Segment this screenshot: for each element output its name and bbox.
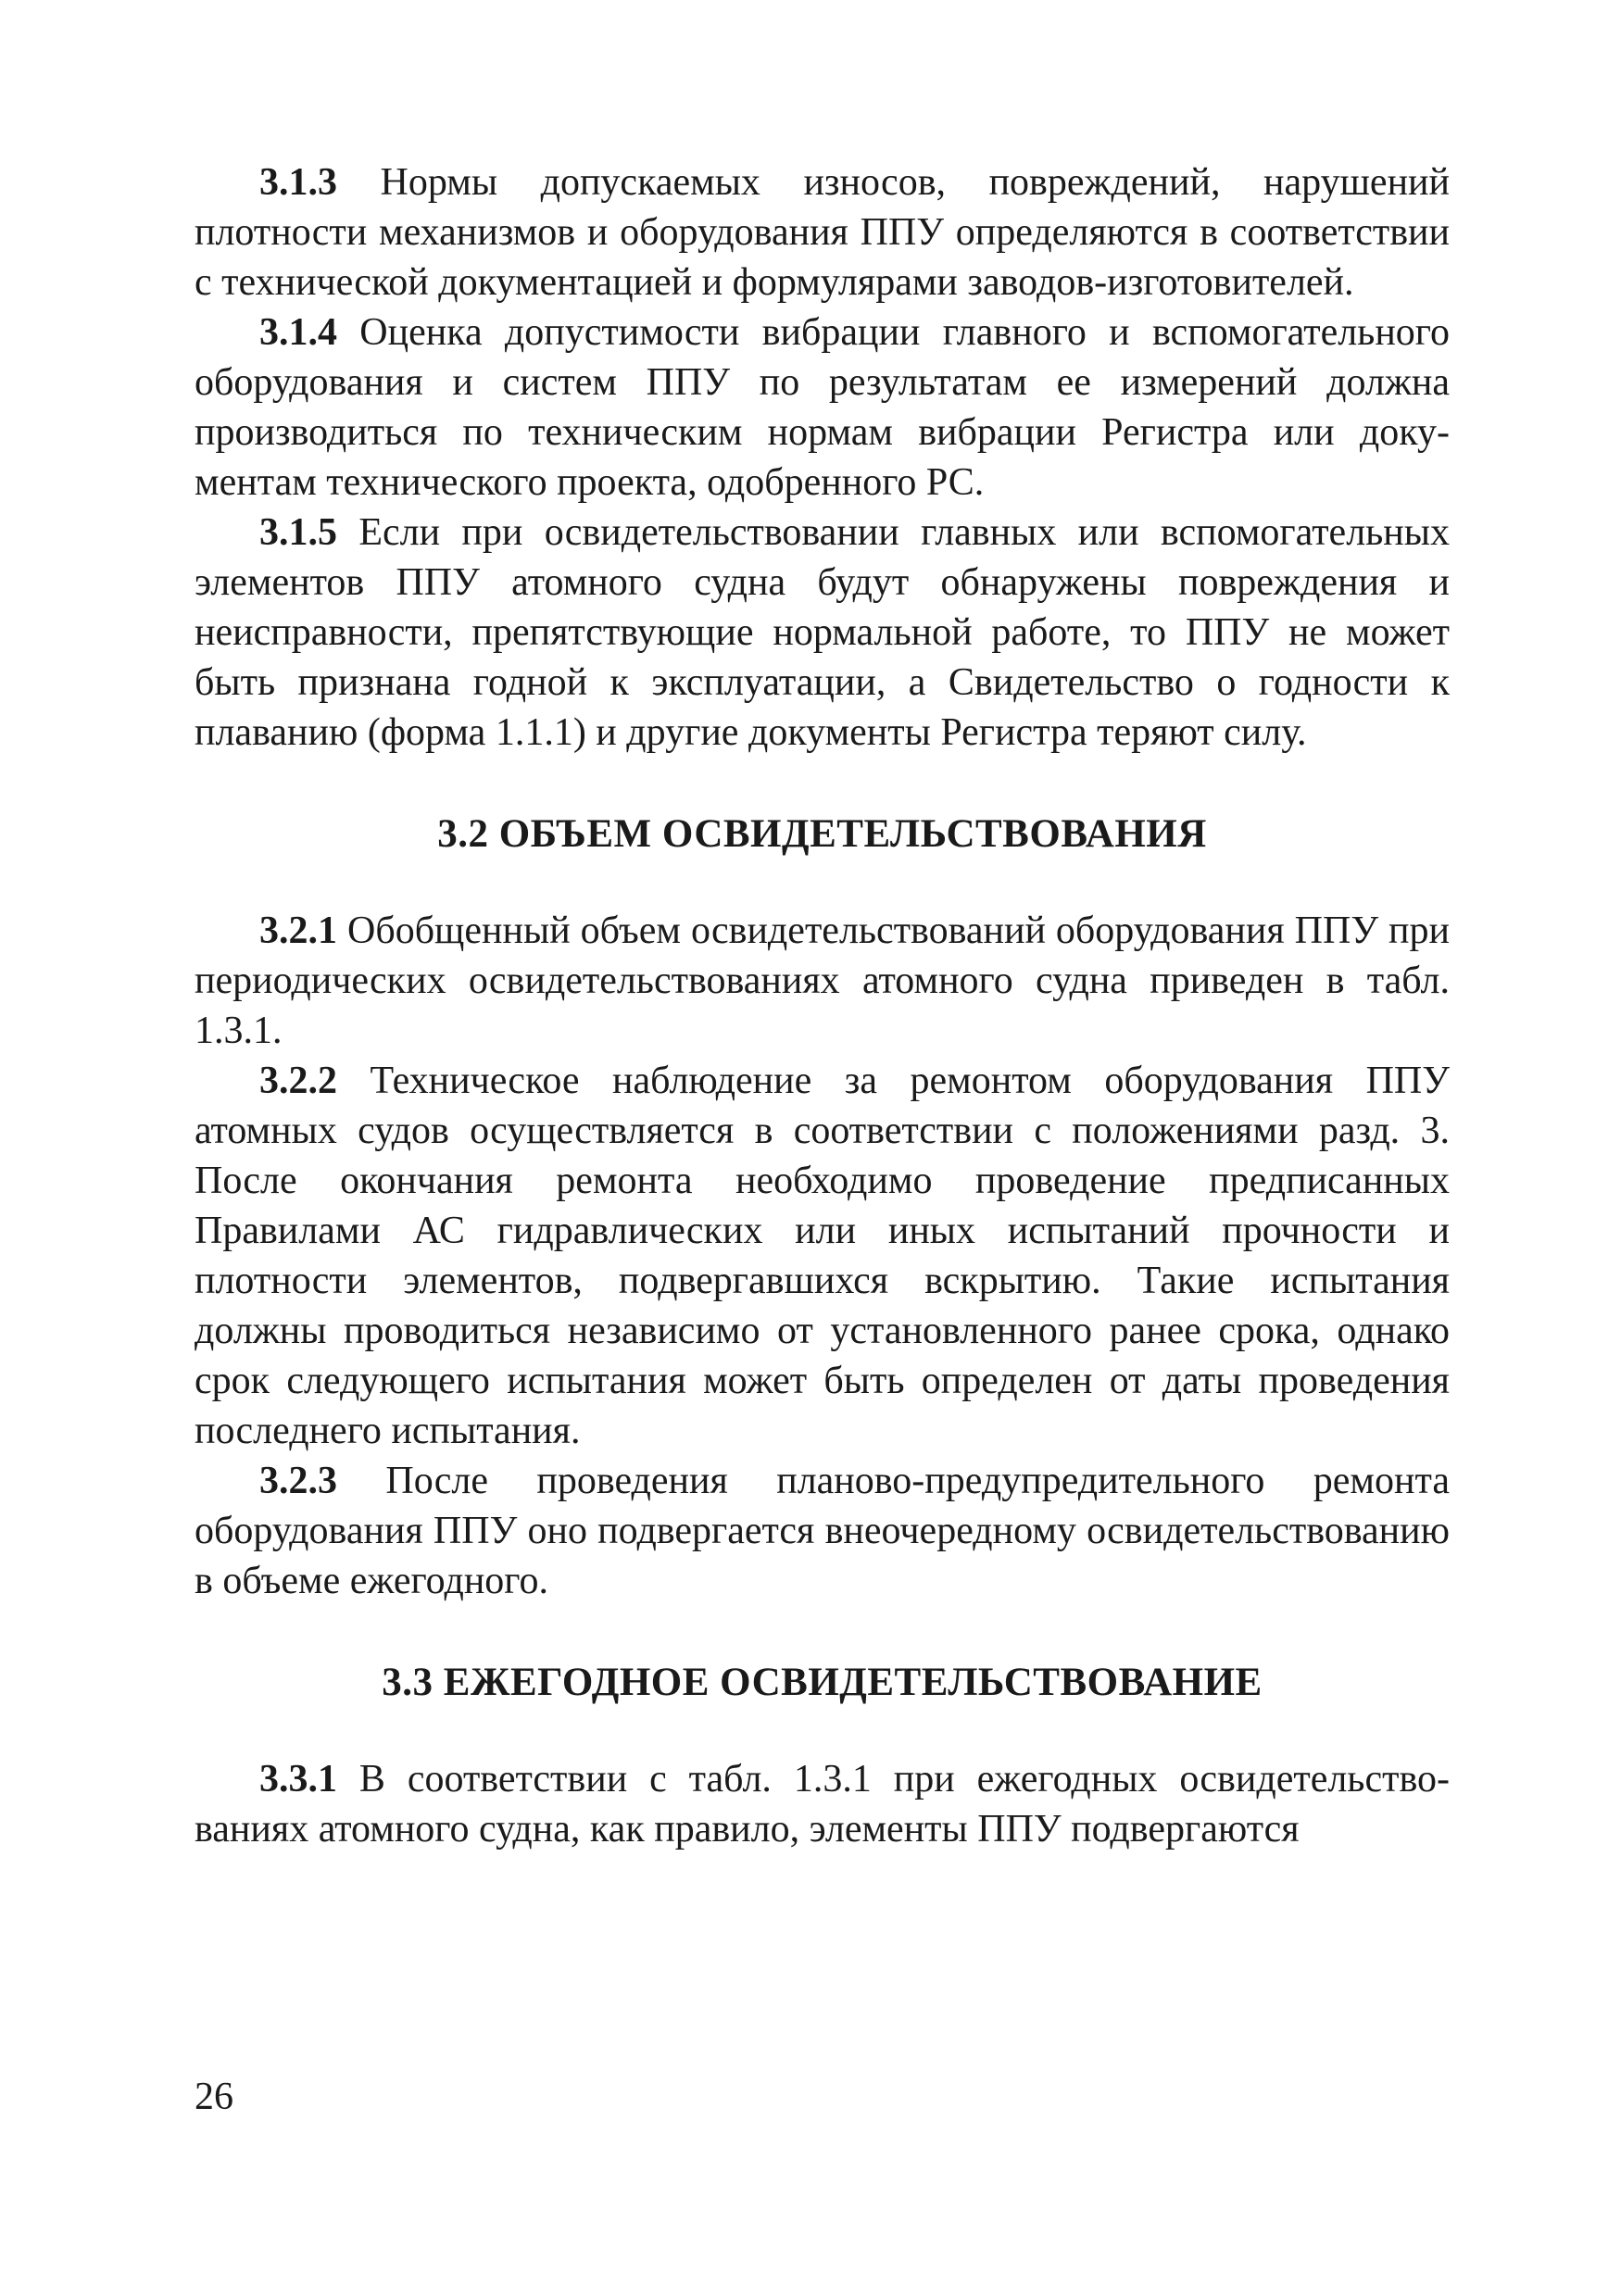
paragraph-3-2-2 [195, 1056, 1450, 1456]
clause-number: 3.3.1 [259, 1758, 337, 1800]
section-heading-3-2: 3.2 ОБЪЕМ ОСВИДЕТЕЛЬСТВОВАНИЯ [437, 812, 1207, 856]
paragraph-text: В соответствии с табл. 1.3.1 при ежегодных освидетельствованиях атомного судна, как правило, элементы ППУ подвергаются [195, 1758, 1450, 1851]
clause-number: 3.2.2 [259, 1060, 337, 1102]
clause-number: 3.1.3 [259, 161, 337, 204]
paragraph-text: Нормы допускаемых износов, повреждений, нарушений плотности механизмов и оборудования ППУ определяются в соответствии с технической документацией и формулярами заводов-изготовителей. [195, 161, 1450, 304]
page-number: 26 [195, 2076, 233, 2118]
clause-number: 3.2.1 [259, 910, 337, 952]
paragraph-text: Техническое наблюдение за ремонтом оборудования ППУ атомных судов осуществляется в соответствии с положениями разд. 3. После окончания ремонта необходимо проведение предписанных Правилами АС гидравлических или иных испытаний прочности и плотности элементов, подвергавшихся вскрытию. Такие испытания должны проводиться независимо от установленного ранее срока, однако срок следующего испытания может быть определен от даты проведения последнего испытания. [195, 1060, 1450, 1452]
clause-number: 3.1.5 [259, 511, 337, 554]
paragraph-3-3-1 [195, 1754, 1450, 1854]
paragraph-text: Обобщенный объем освидетельствований оборудования ППУ при периодических освидетельствованиях атомного судна приведен в табл. 1.3.1. [195, 910, 1450, 1052]
clause-number: 3.2.3 [259, 1460, 337, 1502]
paragraph-3-2-1 [195, 906, 1450, 1056]
document-page [195, 157, 1450, 1854]
paragraph-text: После проведения планово-предупредительного ремонта оборудования ППУ оно подвергается внеочередному освидетельствованию в объеме ежегодного. [195, 1460, 1450, 1602]
paragraph-3-1-5 [195, 508, 1450, 758]
paragraph-3-2-3 [195, 1456, 1450, 1606]
clause-number: 3.1.4 [259, 311, 337, 354]
paragraph-text: Если при освидетельствовании главных или вспомогательных элементов ППУ атомного судна будут обнаружены повреждения и неисправности, препятствующие нормальной работе, то ППУ не может быть признана годной к эксплуатации, а Свидетельство о годности к плаванию (форма 1.1.1) и другие документы Регистра теряют силу. [195, 511, 1450, 754]
paragraph-text: Оценка допустимости вибрации главного и вспомогательного оборудования и систем ППУ по результатам ее измерений должна производиться по техническим нормам вибрации Регистра или документам технического проекта, одобренного РС. [195, 311, 1450, 504]
paragraph-3-1-3 [195, 157, 1450, 307]
section-heading-3-3: 3.3 ЕЖЕГОДНОЕ ОСВИДЕТЕЛЬСТВОВАНИЕ [382, 1661, 1263, 1704]
paragraph-3-1-4 [195, 307, 1450, 508]
